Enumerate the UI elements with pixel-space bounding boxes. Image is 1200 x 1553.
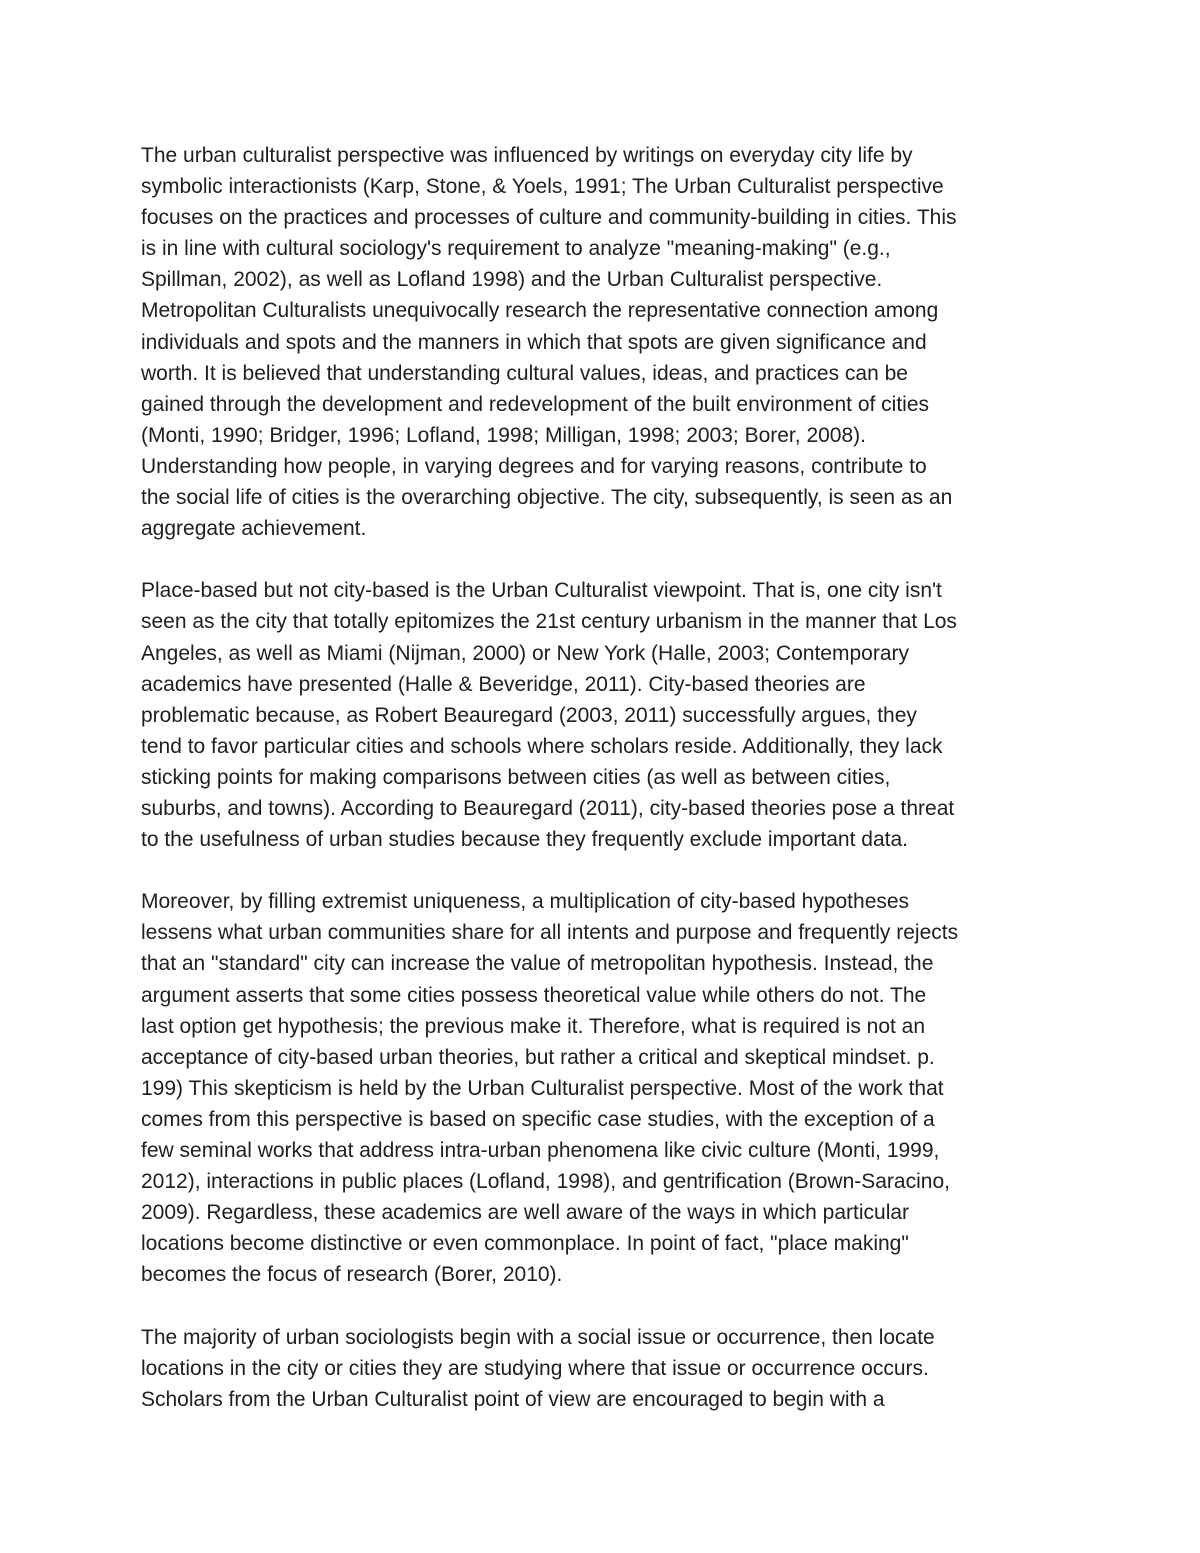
text-line: seen as the city that totally epitomizes the 21st century urbanism in the manner that Los	[141, 610, 957, 634]
text-line: that an "standard" city can increase the value of metropolitan hypothesis. Instead, the	[141, 952, 934, 976]
text-line: 2012), interactions in public places (Lofland, 1998), and gentrification (Brown-Saracino,	[141, 1170, 950, 1194]
text-line: Place-based but not city-based is the Urban Culturalist viewpoint. That is, one city isn't	[141, 579, 942, 603]
text-line: The urban culturalist perspective was influenced by writings on everyday city life by	[141, 144, 913, 167]
text-line: few seminal works that address intra-urban phenomena like civic culture (Monti, 1999,	[141, 1139, 940, 1162]
text-line: suburbs, and towns). According to Beauregard (2011), city-based theories pose a threat	[141, 796, 955, 820]
text-line: the social life of cities is the overarching objective. The city, subsequently, is seen as an	[141, 486, 953, 510]
text-line: to the usefulness of urban studies because they frequently exclude important data.	[141, 828, 908, 852]
text-line: aggregate achievement.	[141, 517, 367, 541]
document-body	[141, 140, 1071, 1446]
paragraph	[141, 140, 1071, 544]
text-line: sticking points for making comparisons between cities (as well as between cities,	[141, 765, 891, 789]
text-line: Scholars from the Urban Culturalist point of view are encouraged to begin with a	[141, 1387, 885, 1411]
text-line: 2009). Regardless, these academics are well aware of the ways in which particular	[141, 1201, 910, 1225]
text-line: gained through the development and redevelopment of the built environment of cities	[141, 392, 930, 416]
text-line: problematic because, as Robert Beauregard (2003, 2011) successfully argues, they	[141, 703, 917, 727]
text-line: 199) This skepticism is held by the Urban Culturalist perspective. Most of the work that	[141, 1076, 944, 1100]
text-line: argument asserts that some cities possess theoretical value while others do not. The	[141, 983, 927, 1007]
text-line: symbolic interactionists (Karp, Stone, & Yoels, 1991; The Urban Culturalist perspective	[141, 175, 944, 199]
text-line: is in line with cultural sociology's requirement to analyze "meaning-making" (e.g.,	[141, 237, 891, 261]
paragraph	[141, 886, 1071, 1290]
text-line: comes from this perspective is based on specific case studies, with the exception of a	[141, 1107, 935, 1131]
text-line: academics have presented (Halle & Beveridge, 2011). City-based theories are	[141, 672, 866, 696]
text-line: Understanding how people, in varying degrees and for varying reasons, contribute to	[141, 454, 927, 478]
text-line: tend to favor particular cities and schools where scholars reside. Additionally, they lack	[141, 734, 943, 758]
text-line: Spillman, 2002), as well as Lofland 1998) and the Urban Culturalist perspective.	[141, 268, 883, 292]
text-line: individuals and spots and the manners in which that spots are given significance and	[141, 330, 927, 354]
text-line: becomes the focus of research (Borer, 2010).	[141, 1263, 563, 1287]
text-line: last option get hypothesis; the previous make it. Therefore, what is required is not an	[141, 1014, 926, 1038]
text-line: Moreover, by filling extremist uniqueness, a multiplication of city-based hypotheses	[141, 890, 910, 914]
text-line: The majority of urban sociologists begin with a social issue or occurrence, then locate	[141, 1325, 935, 1349]
text-line: Metropolitan Culturalists unequivocally research the representative connection among	[141, 299, 939, 323]
text-line: lessens what urban communities share for all intents and purpose and frequently rejects	[141, 921, 959, 945]
text-line: locations become distinctive or even commonplace. In point of fact, "place making"	[141, 1232, 909, 1256]
paragraph	[141, 1322, 1071, 1415]
text-line: (Monti, 1990; Bridger, 1996; Lofland, 1998; Milligan, 1998; 2003; Borer, 2008).	[141, 423, 866, 447]
text-line: acceptance of city-based urban theories, but rather a critical and skeptical mindset. p.	[141, 1045, 935, 1069]
text-line: focuses on the practices and processes of culture and community-building in cities. This	[141, 206, 957, 230]
text-line: locations in the city or cities they are studying where that issue or occurrence occurs.	[141, 1356, 929, 1380]
text-line: Angeles, as well as Miami (Nijman, 2000) or New York (Halle, 2003; Contemporary	[141, 641, 909, 665]
paragraph	[141, 575, 1071, 855]
text-line: worth. It is believed that understanding cultural values, ideas, and practices can be	[141, 361, 908, 385]
